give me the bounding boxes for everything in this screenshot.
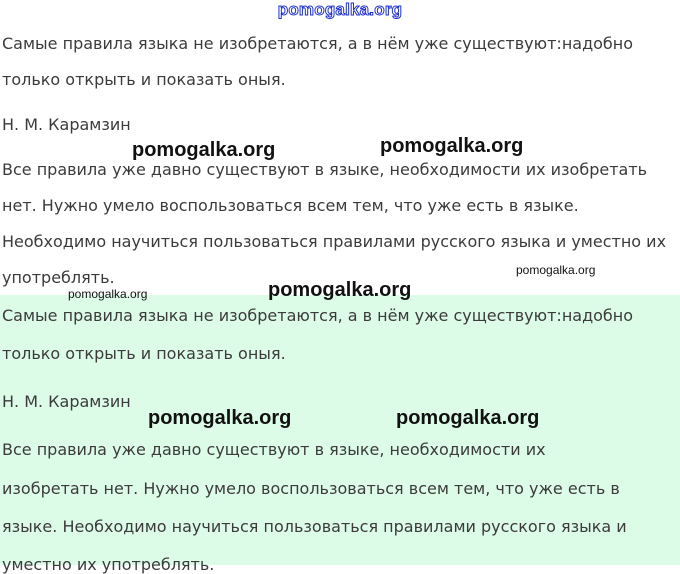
watermark: pomogalka.org: [148, 407, 292, 429]
paragraph-line: Все правила уже давно существуют в языке, необходимости их изобретать: [2, 160, 648, 179]
watermark: pomogalka.org: [68, 287, 148, 301]
quote-line: Самые правила языка не изобретаются, а в нём уже существуют:надобно: [2, 34, 634, 53]
paragraph-line: употреблять.: [2, 268, 115, 287]
paragraph-line: уместно их употреблять.: [2, 555, 215, 574]
watermark: pomogalka.org: [268, 279, 412, 301]
paragraph-line: языке. Необходимо научиться пользоваться правилами русского языка и: [2, 517, 627, 536]
watermark: pomogalka.org: [380, 135, 524, 157]
watermark: pomogalka.org: [516, 263, 596, 277]
watermark: pomogalka.org: [132, 139, 276, 161]
paragraph-line: изобретать нет. Нужно умело воспользоваться всем тем, что уже есть в: [2, 479, 620, 498]
quote-line: Самые правила языка не изобретаются, а в нём уже существуют:надобно: [2, 306, 634, 325]
answer-text-block: [0, 295, 680, 574]
author-name: Н. М. Карамзин: [2, 392, 131, 411]
quote-line: только открыть и показать оныя.: [2, 344, 286, 363]
watermark: pomogalka.org: [396, 407, 540, 429]
author-name: Н. М. Карамзин: [2, 115, 131, 134]
paragraph-line: Все правила уже давно существуют в языке, необходимости их: [2, 440, 546, 459]
paragraph-line: нет. Нужно умело воспользоваться всем тем, что уже есть в языке.: [2, 196, 579, 215]
quote-line: только открыть и показать оныя.: [2, 70, 286, 89]
header-watermark: pomogalka.org: [277, 0, 403, 19]
paragraph-line: Необходимо научиться пользоваться правилами русского языка и уместно их: [2, 232, 667, 251]
